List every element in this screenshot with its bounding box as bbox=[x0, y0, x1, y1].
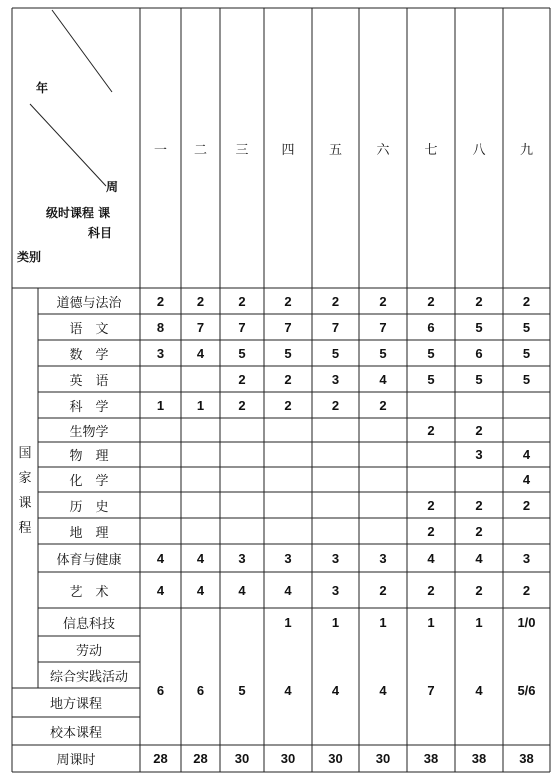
hours-cell bbox=[312, 418, 359, 442]
hours-cell: 5 bbox=[331, 345, 340, 361]
hours-cell bbox=[359, 418, 407, 442]
hours-cell bbox=[503, 418, 550, 442]
hours-cell bbox=[312, 518, 359, 544]
hours-cell: 1 bbox=[156, 397, 165, 413]
merged-hours-cell: 5 bbox=[238, 683, 246, 698]
hours-cell bbox=[407, 392, 455, 418]
subject-label: 数 学 bbox=[69, 347, 109, 363]
hours-cell bbox=[140, 518, 181, 544]
hours-cell: 2 bbox=[522, 497, 531, 513]
hours-cell: 2 bbox=[238, 293, 246, 309]
hours-cell: 2 bbox=[331, 293, 340, 309]
hours-cell bbox=[220, 418, 264, 442]
hours-cell bbox=[220, 467, 264, 492]
hours-cell: 4 bbox=[156, 550, 165, 566]
hours-cell bbox=[220, 442, 264, 467]
hours-cell: 7 bbox=[331, 319, 340, 335]
hours-cell: 5 bbox=[475, 319, 483, 335]
grade-header: 四 bbox=[281, 142, 295, 158]
hours-cell: 2 bbox=[427, 293, 435, 309]
grade-header: 八 bbox=[472, 142, 486, 158]
corner-week-label: 周 bbox=[106, 180, 119, 194]
subject-label: 生物学 bbox=[69, 424, 109, 440]
hours-cell: 7 bbox=[238, 319, 246, 335]
grade-header: 七 bbox=[424, 142, 438, 158]
hours-cell: 2 bbox=[475, 582, 483, 598]
hours-cell: 3 bbox=[238, 550, 246, 566]
hours-cell: 4 bbox=[196, 345, 205, 361]
hours-cell: 5 bbox=[284, 345, 292, 361]
corner-category-label: 类别 bbox=[17, 250, 42, 264]
hours-cell: 2 bbox=[379, 582, 387, 598]
merged-hours-cell: 5/6 bbox=[517, 683, 536, 698]
hours-cell: 2 bbox=[284, 293, 292, 309]
hours-cell: 2 bbox=[427, 422, 435, 438]
hours-cell: 1 bbox=[427, 614, 435, 630]
hours-cell: 3 bbox=[331, 371, 340, 387]
hours-cell: 5 bbox=[522, 371, 531, 387]
subject-label: 语 文 bbox=[69, 321, 109, 337]
grade-header: 三 bbox=[235, 142, 249, 158]
total-cell: 30 bbox=[234, 751, 250, 766]
hours-cell: 5 bbox=[238, 345, 246, 361]
hours-cell: 4 bbox=[475, 550, 483, 566]
hours-cell bbox=[220, 608, 264, 636]
hours-cell: 2 bbox=[196, 293, 205, 309]
corner-grade-label: 年 bbox=[36, 81, 49, 95]
corner-diagonal-1 bbox=[52, 10, 112, 92]
hours-cell: 4 bbox=[427, 550, 435, 566]
merged-hours-cell: 4 bbox=[379, 683, 387, 698]
subject-label: 信息科技 bbox=[62, 616, 115, 632]
hours-cell bbox=[140, 492, 181, 518]
grade-header: 一 bbox=[153, 142, 167, 158]
hours-cell bbox=[140, 608, 181, 636]
category-national-char: 课 bbox=[18, 496, 32, 511]
hours-cell: 3 bbox=[522, 550, 531, 566]
hours-cell bbox=[181, 492, 220, 518]
total-cell: 30 bbox=[280, 751, 296, 766]
hours-cell: 6 bbox=[427, 319, 435, 335]
hours-cell: 7 bbox=[379, 319, 387, 335]
merged-hours-cell: 7 bbox=[427, 683, 435, 698]
hours-cell: 3 bbox=[379, 550, 387, 566]
hours-cell: 5 bbox=[427, 371, 435, 387]
hours-cell: 5 bbox=[475, 371, 483, 387]
hours-cell: 4 bbox=[522, 447, 531, 462]
subject-label: 英 语 bbox=[69, 373, 109, 389]
hours-cell bbox=[140, 366, 181, 392]
hours-cell: 3 bbox=[284, 550, 292, 566]
hours-cell: 6 bbox=[475, 345, 483, 361]
hours-cell: 2 bbox=[156, 293, 165, 309]
hours-cell: 8 bbox=[156, 319, 165, 335]
hours-cell bbox=[140, 467, 181, 492]
merged-hours-cell: 6 bbox=[156, 683, 165, 698]
hours-cell: 4 bbox=[156, 582, 165, 598]
hours-cell bbox=[220, 492, 264, 518]
merged-hours-cell: 6 bbox=[196, 683, 205, 698]
hours-cell: 1 bbox=[196, 397, 205, 413]
subject-label: 综合实践活动 bbox=[49, 669, 128, 685]
hours-cell: 2 bbox=[475, 523, 483, 539]
merged-hours-cell: 4 bbox=[284, 683, 292, 698]
hours-cell bbox=[312, 467, 359, 492]
hours-cell: 2 bbox=[379, 397, 387, 413]
hours-cell: 4 bbox=[238, 582, 246, 598]
hours-cell bbox=[181, 518, 220, 544]
total-cell: 30 bbox=[328, 751, 343, 766]
hours-cell bbox=[264, 418, 312, 442]
hours-cell bbox=[503, 518, 550, 544]
hours-cell: 4 bbox=[196, 550, 205, 566]
category-national-char: 家 bbox=[18, 471, 32, 486]
hours-cell bbox=[181, 442, 220, 467]
hours-cell bbox=[181, 418, 220, 442]
subject-label: 物 理 bbox=[69, 449, 109, 464]
hours-cell: 4 bbox=[379, 371, 387, 387]
category-label: 地方课程 bbox=[49, 697, 102, 712]
hours-cell bbox=[264, 442, 312, 467]
total-cell: 28 bbox=[153, 751, 168, 766]
total-cell: 38 bbox=[423, 751, 439, 766]
total-label: 周课时 bbox=[56, 753, 96, 768]
hours-cell: 2 bbox=[475, 293, 483, 309]
hours-cell: 2 bbox=[379, 293, 387, 309]
hours-cell: 2 bbox=[331, 397, 340, 413]
hours-cell bbox=[359, 467, 407, 492]
hours-cell bbox=[181, 608, 220, 636]
total-cell: 38 bbox=[519, 751, 534, 766]
subject-label: 科 学 bbox=[69, 399, 109, 415]
hours-cell: 7 bbox=[284, 319, 292, 335]
hours-cell bbox=[264, 518, 312, 544]
hours-cell: 1/0 bbox=[517, 614, 536, 630]
hours-cell: 4 bbox=[522, 472, 531, 487]
merged-hours-cell: 4 bbox=[475, 683, 483, 698]
subject-label: 劳动 bbox=[75, 643, 102, 659]
hours-cell bbox=[264, 492, 312, 518]
subject-label: 艺 术 bbox=[69, 584, 109, 600]
hours-cell: 3 bbox=[331, 550, 340, 566]
hours-cell bbox=[407, 467, 455, 492]
hours-cell: 1 bbox=[475, 614, 483, 630]
hours-cell: 4 bbox=[196, 582, 205, 598]
category-national-char: 国 bbox=[18, 446, 32, 461]
grade-header: 九 bbox=[519, 142, 533, 158]
total-cell: 30 bbox=[375, 751, 391, 766]
hours-cell: 5 bbox=[522, 345, 531, 361]
subject-label: 体育与健康 bbox=[56, 552, 122, 568]
hours-cell bbox=[455, 392, 503, 418]
hours-cell: 1 bbox=[379, 614, 387, 630]
hours-cell bbox=[140, 418, 181, 442]
hours-cell: 1 bbox=[284, 614, 292, 630]
hours-cell: 2 bbox=[238, 397, 246, 413]
hours-cell bbox=[407, 442, 455, 467]
hours-cell bbox=[264, 467, 312, 492]
grade-header: 六 bbox=[376, 142, 390, 158]
hours-cell: 3 bbox=[331, 582, 340, 598]
hours-cell: 5 bbox=[522, 319, 531, 335]
corner-subject-label: 科目 bbox=[88, 226, 113, 240]
category-label: 校本课程 bbox=[49, 725, 102, 741]
hours-cell: 1 bbox=[331, 614, 340, 630]
hours-cell bbox=[359, 442, 407, 467]
hours-cell: 2 bbox=[427, 497, 435, 513]
subject-label: 道德与法治 bbox=[56, 295, 122, 311]
hours-cell: 3 bbox=[475, 447, 483, 462]
subject-label: 化 学 bbox=[69, 474, 109, 489]
total-cell: 38 bbox=[471, 751, 487, 766]
hours-cell bbox=[181, 467, 220, 492]
hours-cell bbox=[312, 442, 359, 467]
hours-cell: 5 bbox=[427, 345, 435, 361]
hours-cell bbox=[359, 518, 407, 544]
hours-cell bbox=[181, 366, 220, 392]
hours-cell: 3 bbox=[156, 345, 165, 361]
corner-diagonal-2 bbox=[30, 104, 106, 186]
hours-cell bbox=[220, 518, 264, 544]
hours-cell: 2 bbox=[427, 582, 435, 598]
merged-hours-cell: 4 bbox=[331, 683, 340, 698]
hours-cell: 2 bbox=[522, 293, 531, 309]
grade-header: 五 bbox=[328, 142, 342, 158]
hours-cell bbox=[359, 492, 407, 518]
hours-cell: 4 bbox=[284, 582, 292, 598]
subject-label: 历 史 bbox=[69, 499, 109, 515]
hours-cell: 2 bbox=[284, 371, 292, 387]
hours-cell bbox=[455, 467, 503, 492]
hours-cell: 2 bbox=[238, 371, 246, 387]
hours-cell: 5 bbox=[379, 345, 387, 361]
hours-cell: 7 bbox=[196, 319, 205, 335]
hours-cell: 2 bbox=[475, 422, 483, 438]
subject-label: 地 理 bbox=[69, 525, 109, 541]
hours-cell bbox=[503, 392, 550, 418]
hours-cell: 2 bbox=[475, 497, 483, 513]
hours-cell bbox=[312, 492, 359, 518]
hours-cell: 2 bbox=[522, 582, 531, 598]
total-cell: 28 bbox=[193, 751, 208, 766]
grade-header: 二 bbox=[193, 142, 207, 158]
category-national-char: 程 bbox=[18, 521, 32, 536]
hours-cell: 2 bbox=[427, 523, 435, 539]
hours-cell: 2 bbox=[284, 397, 292, 413]
hours-cell bbox=[140, 442, 181, 467]
corner-hours-label: 级时课程 课 bbox=[46, 206, 111, 220]
